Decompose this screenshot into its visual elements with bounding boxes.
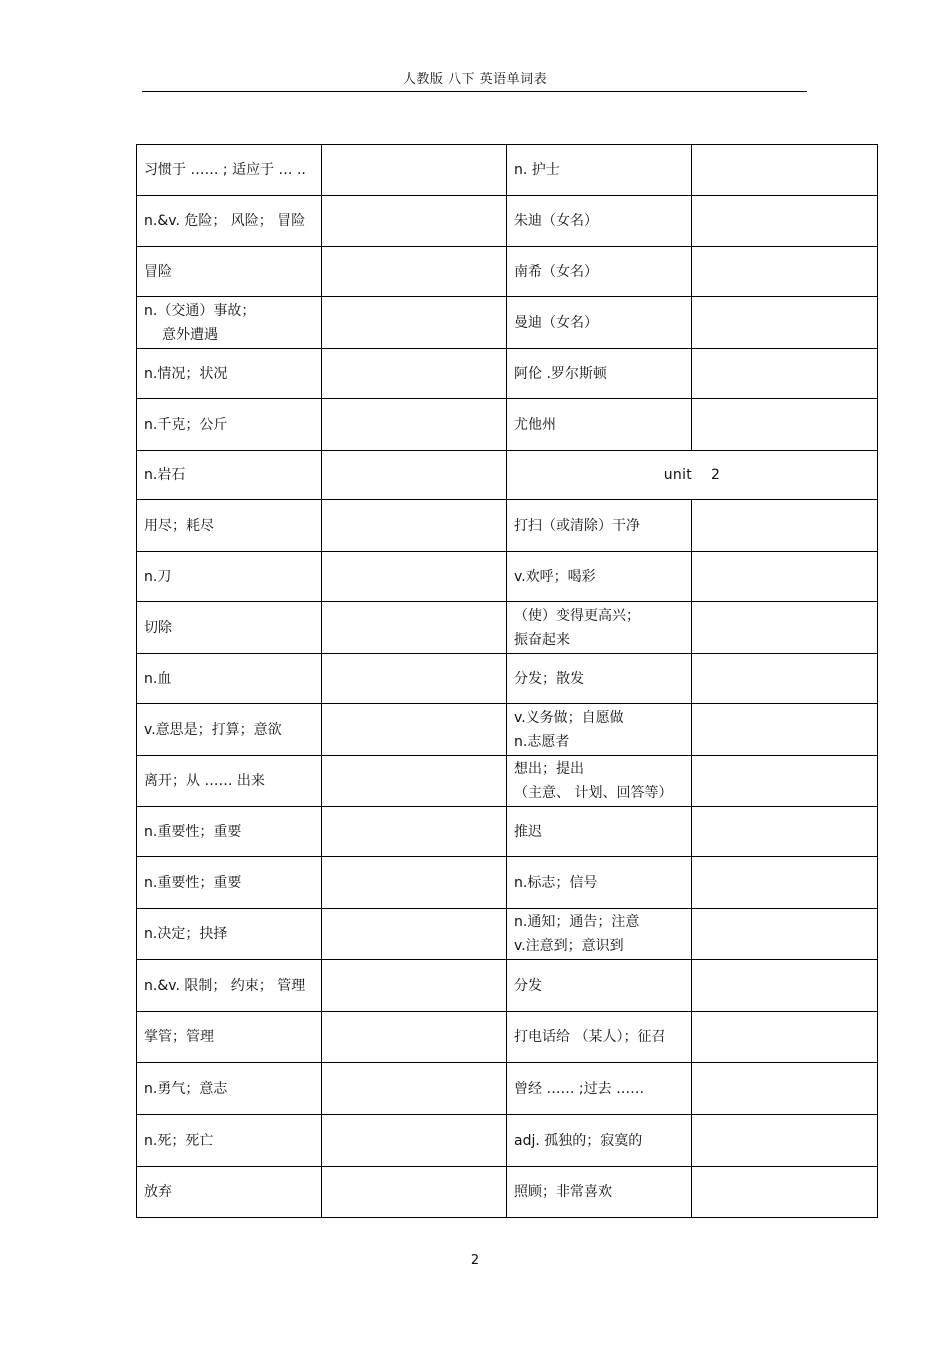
answer-blank-cell[interactable] <box>322 247 507 297</box>
meaning-text: 朱迪（女名） <box>514 213 598 229</box>
word-meaning-cell <box>507 704 692 756</box>
answer-blank-cell[interactable] <box>692 704 878 756</box>
word-meaning-cell <box>507 552 692 602</box>
table-row <box>137 297 878 349</box>
word-meaning-cell <box>137 756 322 807</box>
header-rule <box>142 91 807 92</box>
meaning-text: n.标志；信号 <box>514 874 598 891</box>
word-meaning-cell <box>137 247 322 297</box>
answer-blank-cell[interactable] <box>322 857 507 909</box>
meaning-text: n.&v. 危险； 风险； 冒险 <box>144 213 306 229</box>
meaning-text: （使）变得更高兴； <box>514 607 640 624</box>
meaning-text: 放弃 <box>144 1184 172 1200</box>
answer-blank-cell[interactable] <box>692 602 878 654</box>
answer-blank-cell[interactable] <box>322 552 507 602</box>
meaning-text: 离开；从 …… 出来 <box>144 773 265 789</box>
answer-blank-cell[interactable] <box>692 654 878 704</box>
word-meaning-cell <box>137 704 322 756</box>
word-meaning-cell <box>507 196 692 247</box>
meaning-text: n.死；死亡 <box>144 1132 214 1149</box>
answer-blank-cell[interactable] <box>692 196 878 247</box>
answer-blank-cell[interactable] <box>322 1167 507 1218</box>
table-row <box>137 1167 878 1218</box>
meaning-text: 打扫（或清除）干净 <box>514 517 640 534</box>
word-meaning-cell <box>507 145 692 196</box>
answer-blank-cell[interactable] <box>322 297 507 349</box>
word-meaning-cell <box>507 857 692 909</box>
answer-blank-cell[interactable] <box>692 960 878 1012</box>
word-meaning-cell <box>137 399 322 451</box>
answer-blank-cell[interactable] <box>322 909 507 960</box>
table-row <box>137 1115 878 1167</box>
table-row <box>137 247 878 297</box>
vocabulary-table-body <box>137 145 878 1218</box>
meaning-text: 习惯于 …… ; 适应于 … .. <box>144 162 306 178</box>
table-row <box>137 704 878 756</box>
table-row <box>137 909 878 960</box>
answer-blank-cell[interactable] <box>692 1115 878 1167</box>
answer-blank-cell[interactable] <box>692 349 878 399</box>
word-meaning-cell <box>507 1063 692 1115</box>
meaning-text: 尤他州 <box>514 416 556 433</box>
unit-heading-cell <box>507 451 878 500</box>
answer-blank-cell[interactable] <box>322 807 507 857</box>
word-meaning-cell <box>507 399 692 451</box>
word-meaning-cell <box>137 1063 322 1115</box>
word-meaning-cell <box>137 297 322 349</box>
meaning-text: adj. 孤独的；寂寞的 <box>514 1132 643 1149</box>
meaning-text: n.血 <box>144 670 172 687</box>
answer-blank-cell[interactable] <box>692 756 878 807</box>
word-meaning-cell <box>137 1115 322 1167</box>
table-row <box>137 196 878 247</box>
table-row <box>137 960 878 1012</box>
word-meaning-cell <box>137 451 322 500</box>
meaning-text: 打电话给 （某人）；征召 <box>514 1029 666 1045</box>
answer-blank-cell[interactable] <box>692 552 878 602</box>
meaning-text: n.（交通）事故； <box>144 302 256 319</box>
meaning-text: 推迟 <box>514 823 542 840</box>
word-meaning-cell <box>137 1012 322 1063</box>
meaning-text: （主意、 计划、回答等） <box>514 785 673 801</box>
meaning-text: 振奋起来 <box>514 631 570 648</box>
answer-blank-cell[interactable] <box>692 247 878 297</box>
table-row <box>137 1012 878 1063</box>
meaning-text: n.决定；抉择 <box>144 926 228 942</box>
word-meaning-cell <box>137 654 322 704</box>
word-meaning-cell <box>507 602 692 654</box>
answer-blank-cell[interactable] <box>692 1167 878 1218</box>
answer-blank-cell[interactable] <box>692 500 878 552</box>
word-meaning-cell <box>507 909 692 960</box>
page-header: 人教版 八下 英语单词表 <box>402 72 548 87</box>
meaning-text: 分发 <box>514 977 542 994</box>
word-meaning-cell <box>137 196 322 247</box>
meaning-text: 意外遭遇 <box>162 326 218 343</box>
meaning-text: 曾经 …… ;过去 …… <box>514 1080 645 1097</box>
word-meaning-cell <box>137 1167 322 1218</box>
answer-blank-cell[interactable] <box>322 349 507 399</box>
answer-blank-cell[interactable] <box>692 909 878 960</box>
meaning-text: 切除 <box>144 619 172 636</box>
meaning-text: n.重要性；重要 <box>144 874 242 891</box>
word-meaning-cell <box>507 654 692 704</box>
word-meaning-cell <box>137 500 322 552</box>
word-meaning-cell <box>137 349 322 399</box>
page-number: 2 <box>470 1253 480 1268</box>
table-row <box>137 807 878 857</box>
word-meaning-cell <box>137 807 322 857</box>
word-meaning-cell <box>507 756 692 807</box>
word-meaning-cell <box>507 1115 692 1167</box>
answer-blank-cell[interactable] <box>322 602 507 654</box>
word-meaning-cell <box>507 247 692 297</box>
unit-heading: unit 2 <box>663 467 721 483</box>
meaning-text: 用尽；耗尽 <box>144 517 214 534</box>
word-meaning-cell <box>137 602 322 654</box>
word-meaning-cell <box>507 297 692 349</box>
table-row <box>137 145 878 196</box>
answer-blank-cell[interactable] <box>322 451 507 500</box>
meaning-text: n.岩石 <box>144 467 186 483</box>
answer-blank-cell[interactable] <box>692 857 878 909</box>
meaning-text: n.&v. 限制； 约束； 管理 <box>144 977 306 994</box>
meaning-text: n.志愿者 <box>514 733 570 750</box>
table-row <box>137 756 878 807</box>
word-meaning-cell <box>507 500 692 552</box>
answer-blank-cell[interactable] <box>692 145 878 196</box>
meaning-text: 分发；散发 <box>514 670 584 687</box>
table-row <box>137 500 878 552</box>
answer-blank-cell[interactable] <box>322 960 507 1012</box>
answer-blank-cell[interactable] <box>692 297 878 349</box>
meaning-text: v.义务做；自愿做 <box>514 709 624 726</box>
table-row <box>137 1063 878 1115</box>
word-meaning-cell <box>137 909 322 960</box>
meaning-text: n.重要性；重要 <box>144 823 242 840</box>
meaning-text: v.意思是；打算；意欲 <box>144 721 282 738</box>
answer-blank-cell[interactable] <box>322 1012 507 1063</box>
meaning-text: n.刀 <box>144 568 172 585</box>
meaning-text: 照顾；非常喜欢 <box>514 1184 612 1200</box>
answer-blank-cell[interactable] <box>692 1063 878 1115</box>
table-row <box>137 552 878 602</box>
answer-blank-cell[interactable] <box>692 1012 878 1063</box>
table-row <box>137 451 878 500</box>
word-meaning-cell <box>137 960 322 1012</box>
vocabulary-table <box>136 144 878 1218</box>
answer-blank-cell[interactable] <box>322 196 507 247</box>
table-row <box>137 654 878 704</box>
answer-blank-cell[interactable] <box>322 704 507 756</box>
word-meaning-cell <box>507 349 692 399</box>
meaning-text: n.勇气；意志 <box>144 1080 228 1097</box>
table-row <box>137 349 878 399</box>
word-meaning-cell <box>507 1167 692 1218</box>
word-meaning-cell <box>137 145 322 196</box>
answer-blank-cell[interactable] <box>322 756 507 807</box>
word-meaning-cell <box>507 960 692 1012</box>
meaning-text: v.注意到；意识到 <box>514 938 624 954</box>
word-meaning-cell <box>137 857 322 909</box>
meaning-text: n.情况；状况 <box>144 365 228 382</box>
meaning-text: 阿伦 .罗尔斯顿 <box>514 365 607 382</box>
meaning-text: n. 护士 <box>514 162 560 178</box>
word-meaning-cell <box>507 807 692 857</box>
table-row <box>137 602 878 654</box>
answer-blank-cell[interactable] <box>322 145 507 196</box>
meaning-text: 掌管；管理 <box>144 1029 214 1045</box>
answer-blank-cell[interactable] <box>322 500 507 552</box>
meaning-text: 南希（女名） <box>514 263 598 280</box>
meaning-text: 冒险 <box>144 263 172 280</box>
answer-blank-cell[interactable] <box>322 1063 507 1115</box>
word-meaning-cell <box>507 1012 692 1063</box>
meaning-text: n.千克；公斤 <box>144 416 228 433</box>
answer-blank-cell[interactable] <box>322 1115 507 1167</box>
table-row <box>137 857 878 909</box>
meaning-text: 想出；提出 <box>514 761 584 777</box>
meaning-text: v.欢呼；喝彩 <box>514 568 596 585</box>
meaning-text: n.通知；通告；注意 <box>514 914 640 930</box>
table-row <box>137 399 878 451</box>
answer-blank-cell[interactable] <box>692 399 878 451</box>
answer-blank-cell[interactable] <box>692 807 878 857</box>
meaning-text: 曼迪（女名） <box>514 314 598 331</box>
word-meaning-cell <box>137 552 322 602</box>
answer-blank-cell[interactable] <box>322 654 507 704</box>
answer-blank-cell[interactable] <box>322 399 507 451</box>
